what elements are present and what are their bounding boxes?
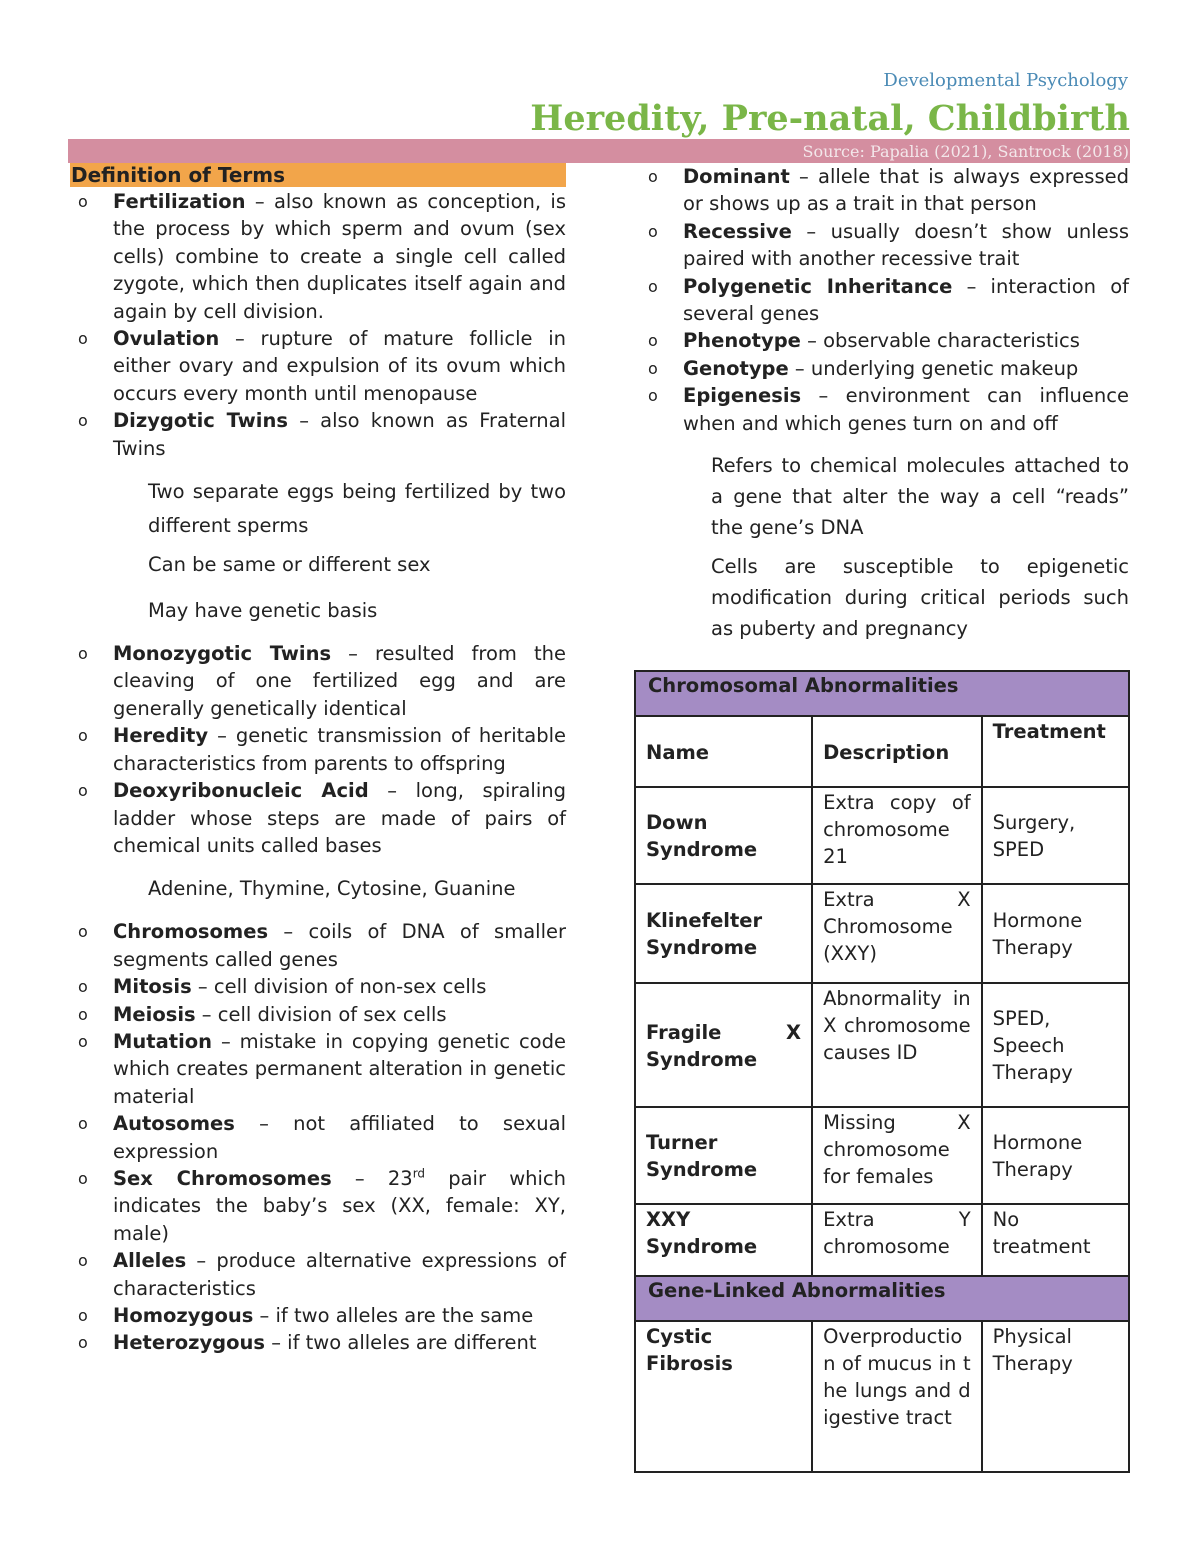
term-definition: coils of DNA of smaller segments called genes bbox=[113, 920, 566, 971]
term-name: Phenotype bbox=[683, 329, 801, 353]
definition-text: pair which indicates the baby’s sex (XX, female: XY, male) bbox=[113, 1166, 566, 1245]
bullet-icon: o bbox=[78, 1031, 88, 1051]
bullet-icon: o bbox=[648, 167, 658, 186]
bullet-icon: o bbox=[78, 922, 88, 942]
bullet-icon: o bbox=[78, 411, 88, 431]
table-row bbox=[635, 787, 1129, 884]
term-definition: long, spiraling ladder whose steps are made of pairs of chemical units called bases bbox=[113, 779, 566, 857]
bullet-icon: o bbox=[78, 192, 88, 211]
term-name: Mitosis bbox=[113, 975, 192, 999]
ordinal-suffix: rd bbox=[412, 1166, 426, 1181]
term-name: Fertilization bbox=[113, 190, 246, 213]
cell-treatment: Physical Therapy bbox=[982, 1321, 1129, 1472]
term-name: Deoxyribonucleic Acid bbox=[113, 779, 369, 803]
cell-description: Abnormality in X chromosome causes ID bbox=[812, 983, 982, 1107]
note-line: Refers to chemical molecules attached to a gene that alter the way a cell “reads” the gene’s DNA bbox=[711, 454, 1129, 540]
term-meiosis: o Meiosis – cell division of sex cells bbox=[72, 1001, 566, 1028]
bullet-icon: o bbox=[78, 726, 88, 746]
term-definition: environment can influence when and which genes turn on and off bbox=[683, 384, 1129, 435]
cell-name: Cystic Fibrosis bbox=[635, 1321, 812, 1472]
note-line: May have genetic basis bbox=[148, 599, 378, 623]
term-definition: allele that is always expressed or shows up as a trait in that person bbox=[683, 165, 1129, 216]
term-ovulation: o Ovulation – rupture of mature follicle in either ovary and expulsion of its ovum which occurs every month until menopause bbox=[78, 327, 566, 405]
term-genotype: o Genotype – underlying genetic makeup bbox=[642, 355, 1129, 382]
table-row bbox=[635, 983, 1129, 1107]
term-alleles: o Alleles – produce alternative expressions of characteristics bbox=[78, 1249, 566, 1300]
cell-name: Turner Syndrome bbox=[635, 1107, 812, 1204]
twins-notes bbox=[72, 475, 566, 628]
cell-treatment: Hormone Therapy bbox=[982, 884, 1129, 983]
term-name: Sex Chromosomes bbox=[113, 1166, 332, 1190]
bullet-icon: o bbox=[78, 1251, 88, 1271]
term-monozygotic-twins: o Monozygotic Twins – resulted from the cleaving of one fertilized egg and are generally genetically identical bbox=[78, 642, 566, 720]
ordinal-number: 23 bbox=[387, 1166, 413, 1190]
term-name: Autosomes bbox=[113, 1112, 235, 1136]
dna-bases-note bbox=[72, 872, 566, 906]
term-definition: genetic transmission of heritable characteristics from parents to offspring bbox=[113, 724, 567, 775]
bullet-icon: o bbox=[78, 1168, 88, 1188]
term-name: Ovulation bbox=[113, 327, 220, 351]
term-name: Alleles bbox=[113, 1249, 187, 1273]
cell-treatment: Surgery, SPED bbox=[982, 787, 1129, 884]
column-header-name: Name bbox=[635, 716, 812, 787]
bullet-icon: o bbox=[78, 977, 88, 997]
term-name: Homozygous bbox=[113, 1304, 254, 1327]
table-row bbox=[635, 1107, 1129, 1204]
abnormalities-table bbox=[634, 670, 1130, 1473]
terms-list bbox=[642, 163, 1129, 437]
table-row bbox=[635, 1204, 1129, 1276]
cell-treatment: Hormone Therapy bbox=[982, 1107, 1129, 1204]
bullet-icon: o bbox=[648, 331, 658, 351]
bullet-icon: o bbox=[78, 644, 88, 664]
cell-description: Extra copy of chromosome 21 bbox=[812, 787, 982, 884]
term-definition: resulted from the cleaving of one fertilized egg and are generally genetically identical bbox=[113, 642, 566, 720]
term-definition: also known as Fraternal Twins bbox=[113, 409, 567, 460]
term-definition: cell division of non-sex cells bbox=[213, 975, 487, 999]
term-definition: rupture of mature follicle in either ovary and expulsion of its ovum which occurs every month until menopause bbox=[113, 327, 566, 405]
term-sex-chromosomes: o Sex Chromosomes – 23rd pair which indicates the baby’s sex (XX, female: XY, male) bbox=[78, 1166, 566, 1245]
term-definition: cell division of sex cells bbox=[217, 1002, 447, 1026]
term-definition: not affiliated to sexual expression bbox=[113, 1112, 567, 1163]
cell-name: XXY Syndrome bbox=[635, 1204, 812, 1276]
bullet-icon: o bbox=[78, 1114, 88, 1134]
term-homozygous: o Homozygous – if two alleles are the same bbox=[72, 1302, 566, 1329]
term-name: Genotype bbox=[683, 356, 789, 380]
bullet-icon: o bbox=[78, 329, 88, 349]
term-mitosis: o Mitosis – cell division of non-sex cells bbox=[72, 973, 566, 1000]
term-name: Epigenesis bbox=[683, 384, 802, 408]
section-heading: Definition of Terms bbox=[70, 163, 566, 187]
term-mutation: o Mutation – mistake in copying genetic code which creates permanent alteration in genetic material bbox=[78, 1029, 566, 1108]
bullet-icon: o bbox=[78, 1306, 88, 1325]
bullet-icon: o bbox=[78, 1333, 88, 1353]
cell-description: Extra Y chromosome bbox=[812, 1204, 982, 1276]
bullet-icon: o bbox=[78, 1004, 88, 1024]
term-name: Recessive bbox=[683, 219, 792, 243]
term-name: Heterozygous bbox=[113, 1331, 266, 1355]
term-definition: mistake in copying genetic code which creates permanent alteration in genetic material bbox=[113, 1029, 566, 1108]
term-name: Monozygotic Twins bbox=[113, 642, 332, 666]
cell-description: Extra X Chromosome (XXY) bbox=[812, 884, 982, 983]
term-definition: underlying genetic makeup bbox=[810, 356, 1079, 380]
term-chromosomes: o Chromosomes – coils of DNA of smaller segments called genes bbox=[78, 920, 566, 971]
bullet-icon: o bbox=[648, 358, 658, 378]
term-phenotype: o Phenotype – observable characteristics bbox=[642, 327, 1129, 354]
term-name: Dizygotic Twins bbox=[113, 409, 288, 433]
term-definition: observable characteristics bbox=[823, 329, 1080, 353]
page-title: Heredity, Pre-natal, Childbirth bbox=[530, 98, 1130, 139]
term-name: Meiosis bbox=[113, 1002, 196, 1026]
bullet-icon: o bbox=[648, 386, 658, 406]
gene-heading: Gene-Linked Abnormalities bbox=[635, 1276, 1129, 1321]
term-epigenesis: o Epigenesis – environment can influence when and which genes turn on and off bbox=[648, 384, 1129, 435]
chromosomal-heading: Chromosomal Abnormalities bbox=[635, 671, 1129, 716]
term-definition: also known as conception, is the process by which sperm and ovum (sex cells) combine to create a single cell called zygote, which then duplicates itself again and again by cell division. bbox=[113, 190, 566, 323]
term-name: Chromosomes bbox=[113, 920, 269, 944]
term-autosomes: o Autosomes – not affiliated to sexual expression bbox=[78, 1112, 567, 1163]
term-polygenetic-inheritance: o Polygenetic Inheritance – interaction of several genes bbox=[648, 274, 1129, 326]
cell-treatment: No treatment bbox=[982, 1204, 1129, 1276]
term-name: Polygenetic Inheritance bbox=[683, 274, 953, 298]
term-name: Mutation bbox=[113, 1029, 213, 1053]
terms-list bbox=[72, 918, 566, 1357]
chromosomal-heading-row bbox=[635, 671, 1129, 716]
column-header-treatment: Treatment bbox=[982, 716, 1129, 787]
term-recessive: o Recessive – usually doesn’t show unless paired with another recessive trait bbox=[648, 219, 1129, 271]
cell-name: Fragile X Syndrome bbox=[635, 983, 812, 1107]
table-row bbox=[635, 884, 1129, 983]
term-heterozygous: o Heterozygous – if two alleles are different bbox=[72, 1329, 566, 1356]
term-dna: o Deoxyribonucleic Acid – long, spiraling ladder whose steps are made of pairs of chemical units called bases bbox=[78, 779, 566, 857]
cell-name: Down Syndrome bbox=[635, 787, 812, 884]
term-name: Heredity bbox=[113, 724, 209, 748]
table-header-row bbox=[635, 716, 1129, 787]
term-dizygotic-twins: o Dizygotic Twins – also known as Fraternal Twins bbox=[78, 409, 567, 460]
term-heredity: o Heredity – genetic transmission of heritable characteristics from parents to offspring bbox=[78, 724, 567, 775]
term-definition: if two alleles are the same bbox=[275, 1304, 534, 1327]
terms-list bbox=[72, 640, 566, 859]
note-line: Can be same or different sex bbox=[148, 553, 431, 577]
cell-name: Klinefelter Syndrome bbox=[635, 884, 812, 983]
gene-heading-row bbox=[635, 1276, 1129, 1321]
cell-treatment: SPED, Speech Therapy bbox=[982, 983, 1129, 1107]
term-definition: if two alleles are different bbox=[287, 1331, 537, 1355]
term-definition: interaction of several genes bbox=[683, 274, 1129, 326]
note-line: Two separate eggs being fertilized by two different sperms bbox=[148, 480, 566, 538]
table-row bbox=[635, 1321, 1129, 1472]
bullet-icon: o bbox=[78, 781, 88, 801]
note-line: Cells are susceptible to epigenetic modification during critical periods such as puberty and pregnancy bbox=[711, 555, 1129, 641]
left-column bbox=[72, 163, 566, 1357]
term-definition: produce alternative expressions of characteristics bbox=[113, 1249, 566, 1300]
bullet-icon: o bbox=[648, 276, 658, 296]
term-fertilization: o Fertilization – also known as conception, is the process by which sperm and ovum (sex cells) combine to create a single cell called zygote, which then duplicates itself again and again by cell division. bbox=[78, 190, 566, 323]
cell-description: Missing X chromosome for females bbox=[812, 1107, 982, 1204]
subject-label: Developmental Psychology bbox=[883, 70, 1128, 91]
note-line: Adenine, Thymine, Cytosine, Guanine bbox=[148, 877, 516, 901]
column-header-description: Description bbox=[812, 716, 982, 787]
bullet-icon: o bbox=[648, 221, 658, 241]
cell-description: Overproduction of mucus in the lungs and digestive tract bbox=[812, 1321, 982, 1472]
epigenesis-notes bbox=[642, 450, 1129, 644]
terms-list bbox=[72, 188, 566, 462]
term-definition: usually doesn’t show unless paired with another recessive trait bbox=[683, 219, 1129, 271]
term-name: Dominant bbox=[683, 165, 790, 188]
source-label: Source: Papalia (2021), Santrock (2018) bbox=[802, 142, 1129, 161]
term-dominant: o Dominant – allele that is always expressed or shows up as a trait in that person bbox=[648, 165, 1129, 216]
right-column bbox=[642, 163, 1129, 656]
